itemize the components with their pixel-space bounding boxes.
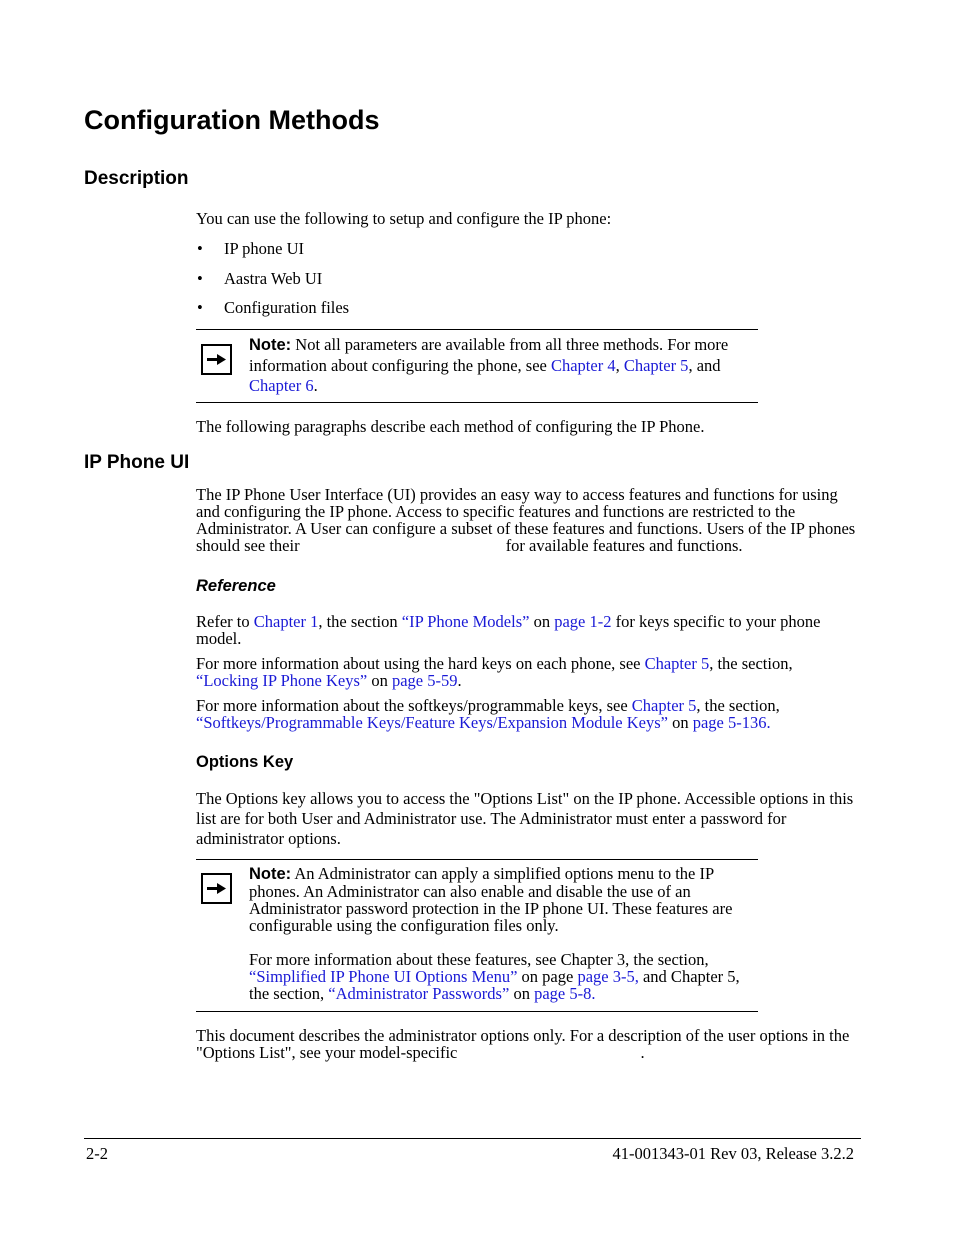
note-label: Note: bbox=[249, 865, 292, 883]
link-chapter-5[interactable]: Chapter 5 bbox=[631, 696, 697, 715]
subheading-options-key: Options Key bbox=[196, 753, 294, 771]
bullet: • bbox=[197, 239, 203, 258]
note-sep: , and bbox=[688, 355, 721, 375]
page-number: 2-2 bbox=[86, 1144, 108, 1163]
text: For more information about the softkeys/programmable keys, see bbox=[196, 696, 632, 715]
text: , the section bbox=[318, 612, 402, 631]
note-text: Not all parameters are available from all three methods. For more information about configuring the phone, see bbox=[249, 335, 729, 375]
bullet: • bbox=[197, 298, 203, 317]
note-text: on bbox=[509, 984, 535, 1003]
subheading-reference: Reference bbox=[196, 577, 276, 595]
note-text: For more information about these features, see Chapter 3, the section, bbox=[249, 950, 709, 969]
closing-paragraph bbox=[196, 1027, 856, 1061]
note-sep: , bbox=[615, 355, 624, 375]
options-key-paragraph: The Options key allows you to access the "Options List" on the IP phone. Accessible options in this list are for both User and Administrator use. The Administrator must enter a password for administrator options. bbox=[196, 789, 854, 848]
note-bottom-rule bbox=[196, 402, 758, 403]
link-page-1-2[interactable]: page 1-2 bbox=[554, 612, 612, 631]
link-locking-ip-phone-keys[interactable]: “Locking IP Phone Keys” bbox=[196, 671, 368, 690]
list-item: Configuration files bbox=[224, 298, 350, 317]
list-item: IP phone UI bbox=[224, 239, 305, 258]
reference-paragraph-3 bbox=[196, 697, 856, 731]
paragraph-text: . bbox=[640, 1043, 645, 1062]
list-item: Aastra Web UI bbox=[224, 269, 323, 288]
link-page-5-8[interactable]: page 5-8. bbox=[534, 984, 596, 1003]
link-chapter-5[interactable]: Chapter 5 bbox=[644, 654, 710, 673]
link-page-5-136[interactable]: page 5-136. bbox=[692, 713, 771, 732]
right-arrow-icon bbox=[201, 344, 232, 375]
link-page-3-5[interactable]: page 3-5, bbox=[577, 967, 639, 986]
paragraph-text: This document describes the administrator options only. For a description of the user options in the "Options List", see your model-specific bbox=[196, 1026, 850, 1062]
note-bottom-rule bbox=[196, 1011, 758, 1012]
note-text: on page bbox=[517, 967, 578, 986]
note-end: . bbox=[313, 376, 318, 395]
page-title: Configuration Methods bbox=[84, 105, 380, 135]
note-text: and Chapter 5, the section, bbox=[249, 967, 740, 1003]
text: on bbox=[367, 671, 392, 690]
text: , the section, bbox=[696, 696, 780, 715]
right-arrow-icon bbox=[201, 873, 232, 904]
note-description bbox=[249, 335, 754, 397]
description-intro: You can use the following to setup and configure the IP phone: bbox=[196, 209, 612, 228]
text: for keys specific to your phone model. bbox=[196, 612, 821, 648]
note-label: Note: bbox=[249, 336, 292, 354]
link-administrator-passwords[interactable]: “Administrator Passwords” bbox=[328, 984, 510, 1003]
text: Refer to bbox=[196, 612, 254, 631]
text: . bbox=[457, 671, 462, 690]
link-chapter-4[interactable]: Chapter 4 bbox=[550, 355, 616, 375]
note-options bbox=[249, 865, 754, 1002]
link-simplified-options-menu[interactable]: “Simplified IP Phone UI Options Menu” bbox=[249, 967, 518, 986]
link-chapter-1[interactable]: Chapter 1 bbox=[253, 612, 319, 631]
paragraph-text: for available features and functions. bbox=[505, 536, 743, 555]
note-top-rule bbox=[196, 329, 758, 330]
note-paragraph-1 bbox=[249, 865, 754, 934]
link-page-5-59[interactable]: page 5-59 bbox=[391, 671, 458, 690]
document-id: 41-001343-01 Rev 03, Release 3.2.2 bbox=[612, 1144, 854, 1163]
paragraph-text: The IP Phone User Interface (UI) provides an easy way to access features and functions for using and configuring the IP phone. Access to specific features and functions are restricted to the Administrator. A User can configure a subset of these features and functions. Users of the IP phones should see their bbox=[196, 485, 856, 555]
link-ip-phone-models[interactable]: “IP Phone Models” bbox=[401, 612, 530, 631]
section-heading-ip-phone-ui: IP Phone UI bbox=[84, 452, 190, 473]
reference-paragraph-2 bbox=[196, 655, 856, 689]
text: , the section, bbox=[709, 654, 793, 673]
text: on bbox=[529, 612, 555, 631]
note-top-rule bbox=[196, 859, 758, 860]
description-following: The following paragraphs describe each method of configuring the IP Phone. bbox=[196, 417, 705, 436]
link-softkeys-section[interactable]: “Softkeys/Programmable Keys/Feature Keys/Expansion Module Keys” bbox=[196, 713, 668, 732]
link-chapter-6[interactable]: Chapter 6 bbox=[249, 376, 314, 395]
text: on bbox=[667, 713, 693, 732]
link-chapter-5[interactable]: Chapter 5 bbox=[623, 355, 689, 375]
section-heading-description: Description bbox=[84, 168, 189, 189]
note-paragraph-2 bbox=[249, 951, 754, 1002]
bullet: • bbox=[197, 269, 203, 288]
text: For more information about using the hard keys on each phone, see bbox=[196, 654, 645, 673]
note-text: An Administrator can apply a simplified options menu to the IP phones. An Administrator can also enable and disable the use of an Administrator password protection in the IP phone UI. These features are configurable using the configuration files only. bbox=[249, 864, 733, 935]
footer-rule bbox=[84, 1138, 861, 1139]
reference-paragraph-1 bbox=[196, 613, 856, 647]
ip-phone-ui-paragraph bbox=[196, 486, 856, 554]
